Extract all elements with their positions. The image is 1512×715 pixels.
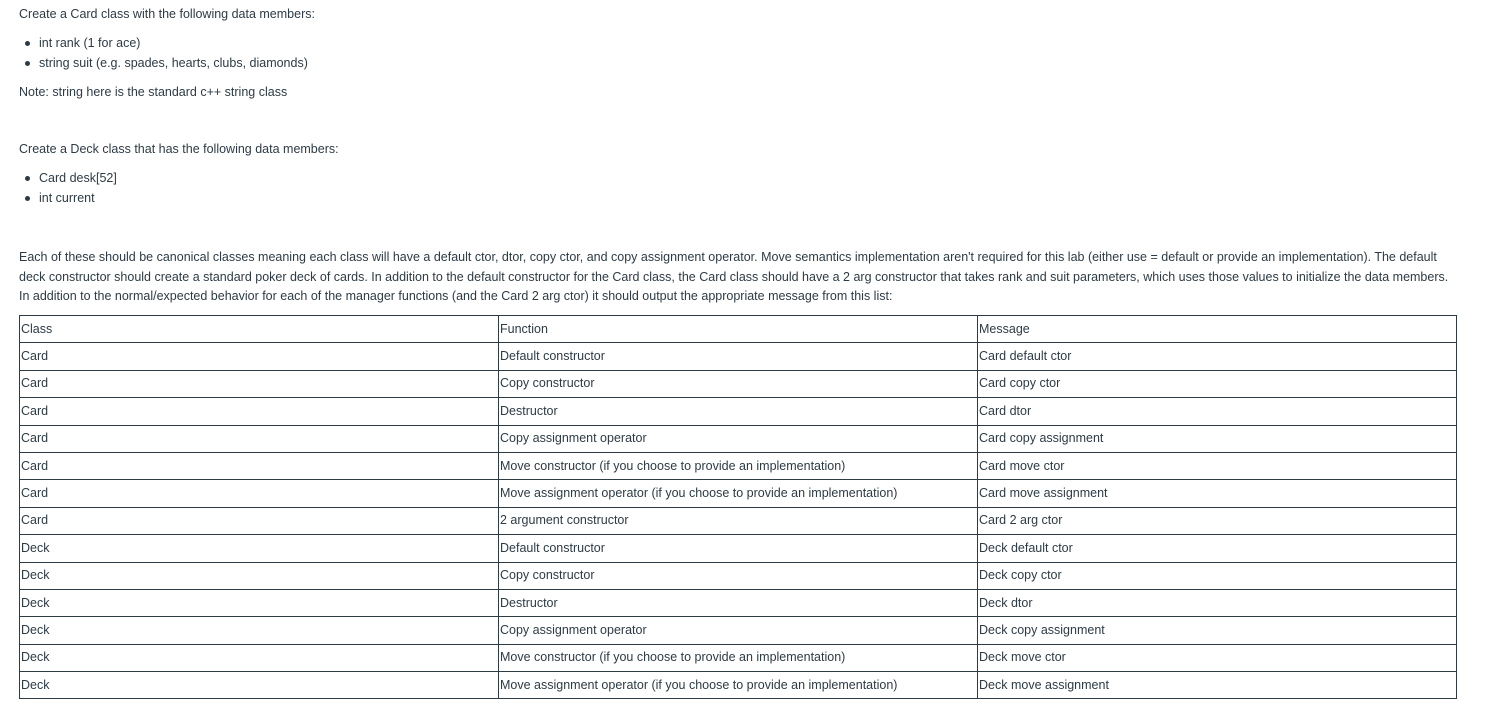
table-row [20,343,1457,370]
list-item: Card desk[52] [19,170,117,190]
table-cell: Card 2 arg ctor [978,507,1457,534]
table-cell: Card copy assignment [978,425,1457,452]
table-row [20,617,1457,644]
table-cell: Deck [20,672,499,699]
table-cell: Card [20,398,499,425]
table-cell: Card default ctor [978,343,1457,370]
table-cell: Destructor [499,589,978,616]
table-cell: Card [20,507,499,534]
table-cell: Deck default ctor [978,535,1457,562]
table-cell: Deck [20,589,499,616]
table-cell: Card [20,480,499,507]
table-cell: Copy constructor [499,562,978,589]
table-cell: Deck [20,535,499,562]
table-cell: Deck dtor [978,589,1457,616]
table-cell: Destructor [499,398,978,425]
instructions-paragraph: Each of these should be canonical classes meaning each class will have a default ctor, dtor, copy ctor, and copy assignment operator. Move semantics implementation aren't required for this lab (either use = default or provide an implementation). The default deck constructor should create a standard poker deck of cards. In addition to the default constructor for the Card class, the Card class should have a 2 arg constructor that takes rank and suit parameters, which uses those values to initialize the data members. In addition to the normal/expected behavior for each of the manager functions (and the Card 2 arg ctor) it should output the appropriate message from this list: [19,250,1449,303]
table-cell: Deck copy ctor [978,562,1457,589]
table-row [20,562,1457,589]
table-cell: Copy constructor [499,370,978,397]
table-header-cell: Class [20,316,499,343]
table-cell: Card move ctor [978,452,1457,479]
table-cell: Move constructor (if you choose to provide an implementation) [499,452,978,479]
table-header-cell: Message [978,316,1457,343]
table-header-cell: Function [499,316,978,343]
deck-members-list [19,170,117,210]
card-members-list [19,35,308,75]
table-cell: Card dtor [978,398,1457,425]
table-cell: Deck [20,644,499,671]
table-row [20,425,1457,452]
list-item: string suit (e.g. spades, hearts, clubs, diamonds) [19,55,308,75]
table-cell: Card [20,425,499,452]
table-cell: Deck move assignment [978,672,1457,699]
table-row [20,672,1457,699]
table-row [20,589,1457,616]
table-cell: Default constructor [499,535,978,562]
table-cell: Copy assignment operator [499,617,978,644]
table-cell: Deck [20,562,499,589]
table-cell: Default constructor [499,343,978,370]
table-cell: 2 argument constructor [499,507,978,534]
table-row [20,452,1457,479]
table-row [20,398,1457,425]
table-row [20,480,1457,507]
table-row [20,644,1457,671]
card-note: Note: string here is the standard c++ string class [19,85,288,99]
table-cell: Card [20,370,499,397]
table-row [20,535,1457,562]
table-cell: Card copy ctor [978,370,1457,397]
card-class-intro: Create a Card class with the following data members: [19,7,315,21]
messages-table [19,315,1457,699]
table-cell: Move assignment operator (if you choose to provide an implementation) [499,480,978,507]
table-row [20,507,1457,534]
deck-class-intro: Create a Deck class that has the following data members: [19,142,339,156]
table-cell: Card move assignment [978,480,1457,507]
table-cell: Move constructor (if you choose to provide an implementation) [499,644,978,671]
table-cell: Deck copy assignment [978,617,1457,644]
table-cell: Card [20,452,499,479]
table-cell: Deck move ctor [978,644,1457,671]
table-header-row [20,316,1457,343]
table-cell: Deck [20,617,499,644]
table-cell: Card [20,343,499,370]
table-row [20,370,1457,397]
list-item: int current [19,190,117,210]
list-item: int rank (1 for ace) [19,35,308,55]
table-cell: Move assignment operator (if you choose to provide an implementation) [499,672,978,699]
table-cell: Copy assignment operator [499,425,978,452]
